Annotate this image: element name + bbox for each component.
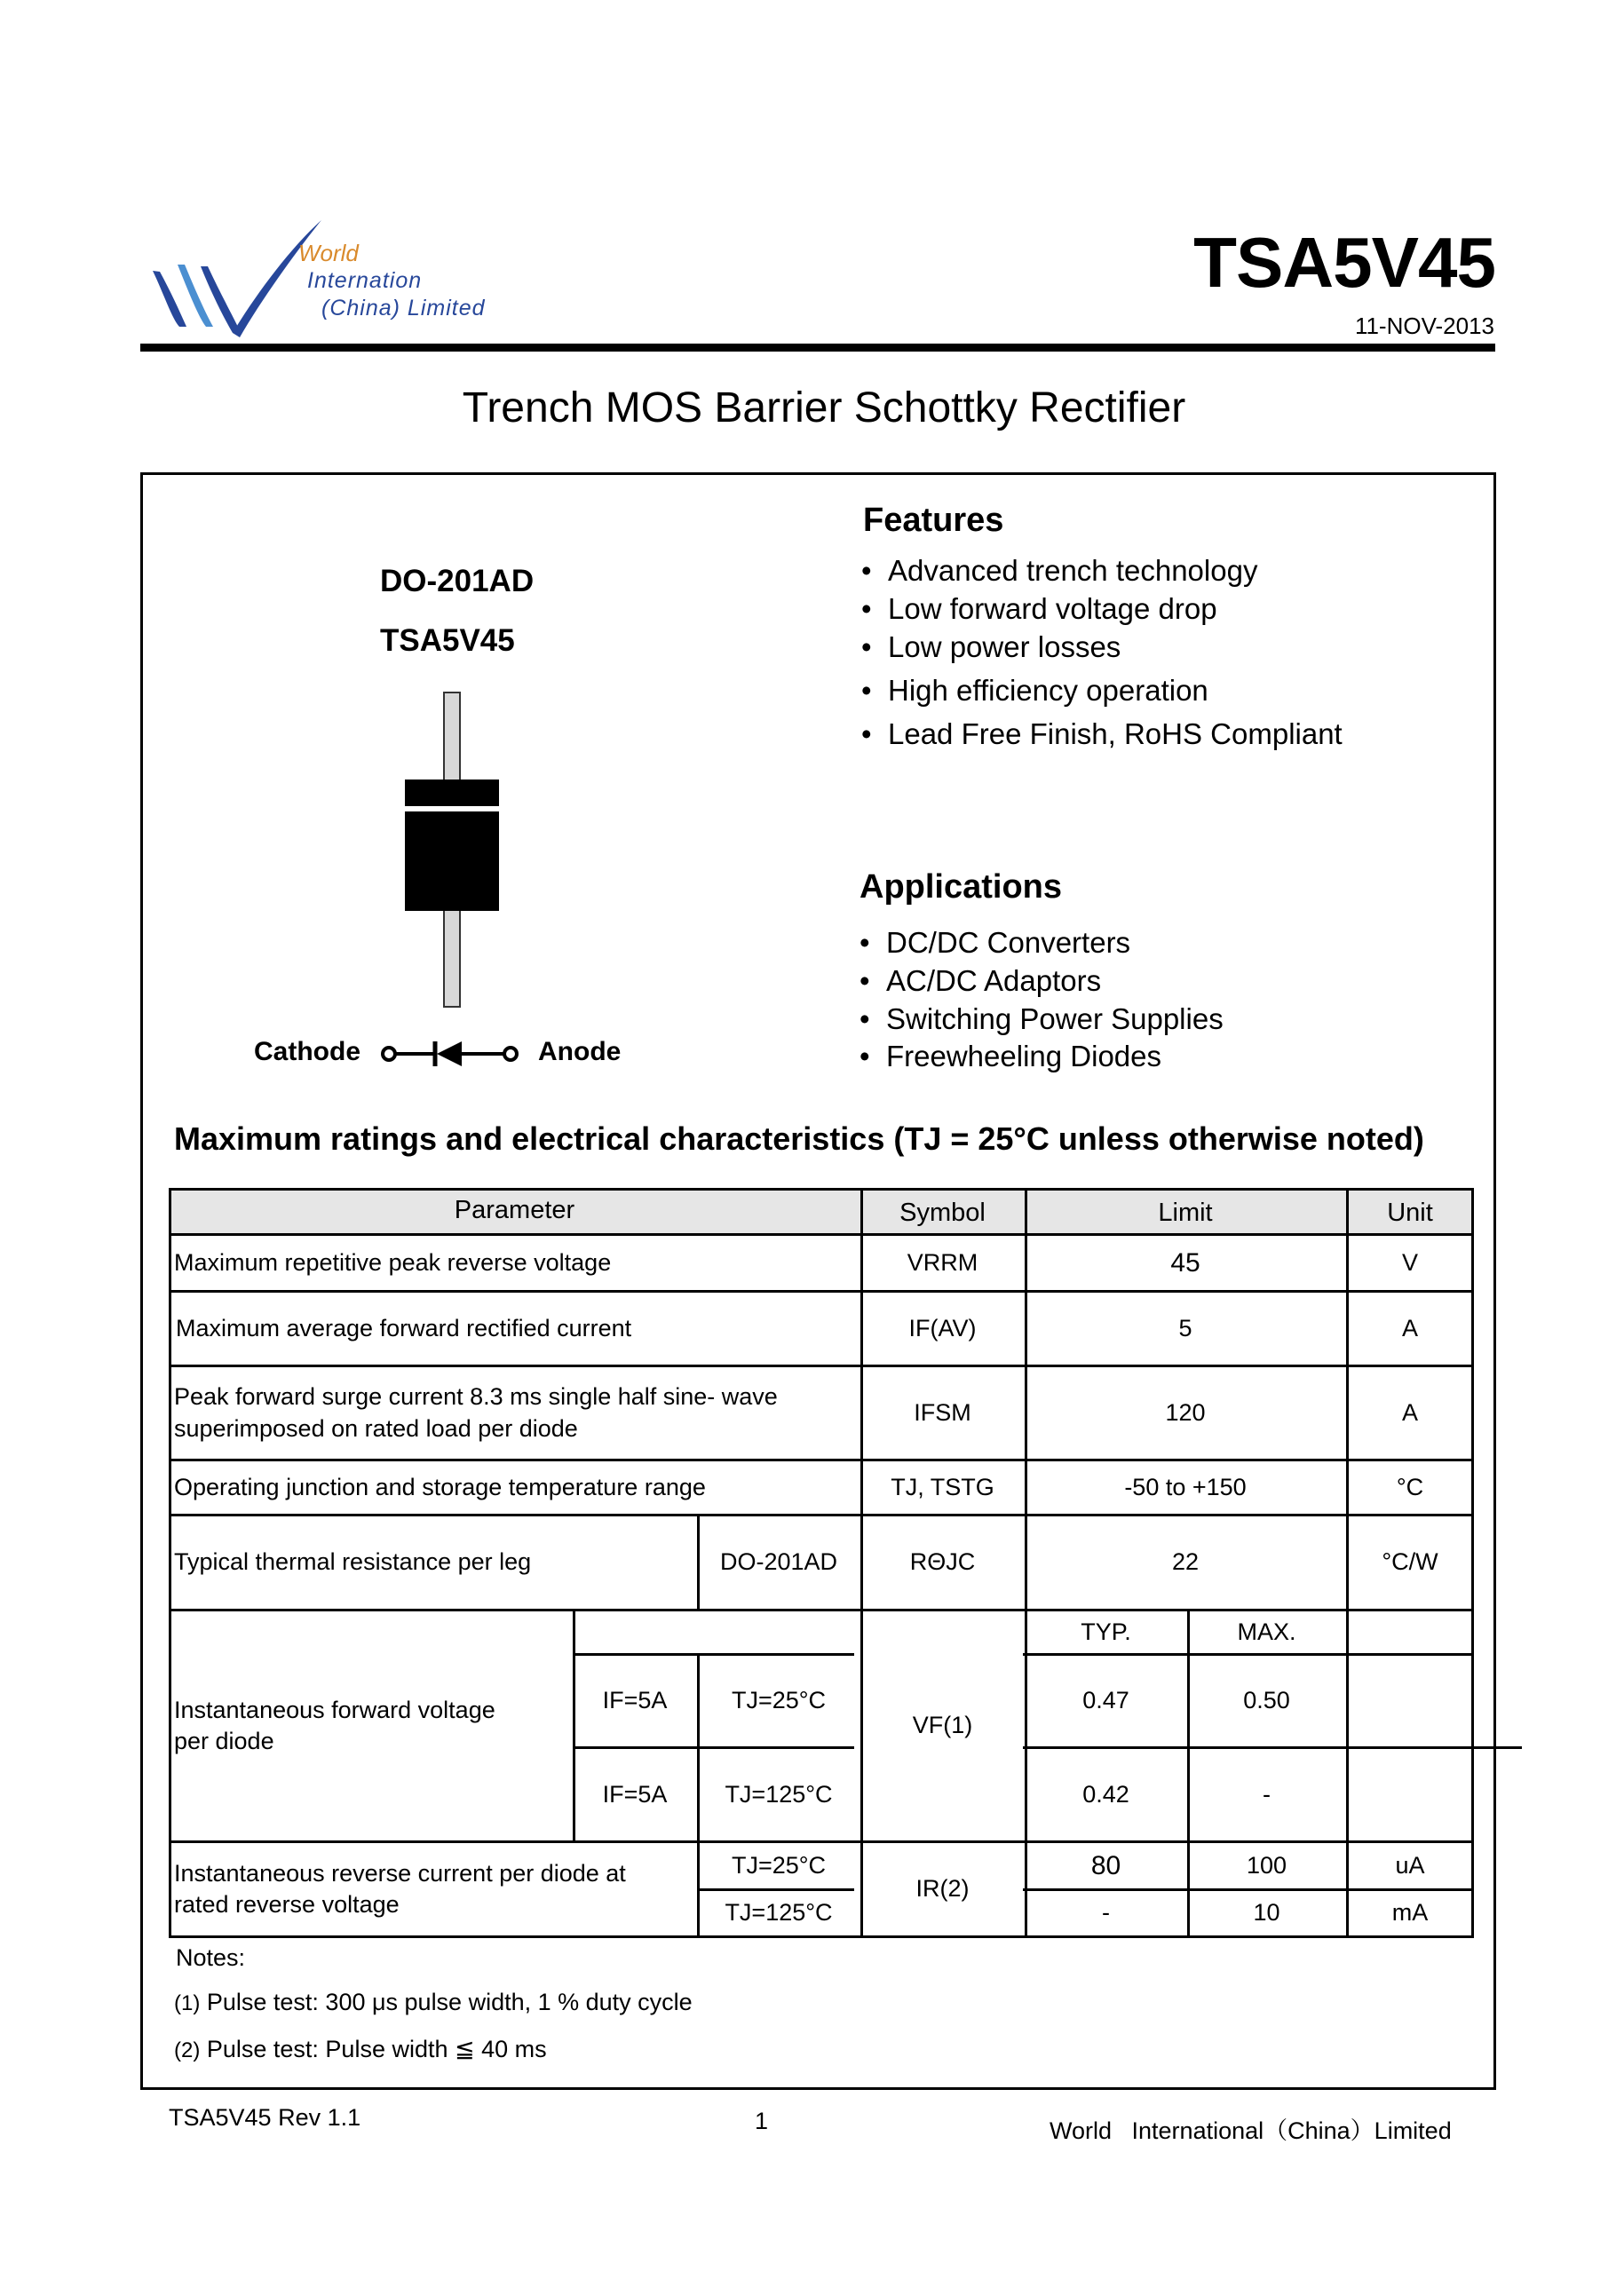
table-cell-unit-rth: °C/W [1382,1548,1438,1576]
table-cell-param-vf: Instantaneous forward voltage per diode [174,1696,495,1754]
table-cell-limit-ifav: 5 [1178,1314,1192,1341]
ratings-table [169,1188,1474,1938]
table-cell-max-header: MAX. [1237,1618,1296,1645]
footer-revision: TSA5V45 Rev 1.1 [169,2104,361,2131]
logo-mark-icon [147,213,334,346]
table-cell-symbol-ifav: IF(AV) [908,1314,977,1341]
table-cell-unit-vrrm: V [1401,1248,1418,1276]
application-item: • DC/DC Converters [860,926,1131,959]
table-cell-symbol-ir: IR(2) [915,1875,970,1903]
table-cell-symbol-vf: VF(1) [912,1712,973,1739]
logo-text-china-limited: (China) Limited [321,296,486,321]
table-line [169,1935,1474,1938]
table-cell-unit-ifav: A [1401,1314,1418,1341]
table-cell-ir-cond2-tj: TJ=125°C [725,1899,833,1927]
package-part: TSA5V45 [380,623,515,658]
features-heading: Features [863,502,1004,539]
table-cell-ir-cond1-unit: uA [1395,1851,1425,1879]
table-cell-ir-cond1-max: 100 [1246,1851,1287,1879]
footer-company: World International（China）Limited [1050,2117,1452,2144]
table-cell-ir-cond2-max: 10 [1253,1899,1280,1927]
table-cell-vf-cond2-typ: 0.42 [1082,1780,1129,1808]
table-cell-param-ifsm: Peak forward surge current 8.3 ms single half sine- wave superimposed on rated load per diode [174,1383,778,1442]
anode-label: Anode [538,1037,622,1066]
table-cell-ir-cond1-typ: 80 [1090,1851,1121,1880]
table-cell-limit-ifsm: 120 [1165,1398,1206,1426]
table-cell-ir-cond2-unit: mA [1391,1899,1429,1927]
document-date: 11-NOV-2013 [1354,313,1494,339]
logo-text-internation: Internation [307,268,423,293]
table-cell-param-rth: Typical thermal resistance per leg [174,1548,532,1576]
header-divider [140,344,1495,352]
table-cell-limit-tj: -50 to +150 [1124,1473,1247,1500]
ratings-title: Maximum ratings and electrical characteristics (TJ = 25°C unless otherwise noted) [174,1120,1424,1157]
table-cell-symbol-ifsm: IFSM [914,1398,971,1426]
note-2: (2) Pulse test: Pulse width ≦ 40 ms [174,2036,547,2062]
document-title: Trench MOS Barrier Schottky Rectifier [462,384,1186,431]
table-cell-vf-cond2-max: - [1263,1780,1271,1808]
table-cell-vf-cond2-if: IF=5A [602,1780,668,1808]
table-cell-ir-cond2-typ: - [1102,1899,1110,1927]
table-cell-param-tj: Operating junction and storage temperature range [174,1473,706,1500]
company-logo [147,213,520,346]
table-cell-typ-header: TYP. [1081,1618,1131,1645]
diode-symbol-icon [380,1036,522,1072]
applications-heading: Applications [860,868,1063,906]
table-cell-unit-tj: °C [1396,1473,1424,1500]
table-cell-vf-cond1-typ: 0.47 [1082,1687,1129,1714]
feature-item: • Low power losses [861,630,1121,663]
column-header-parameter: Parameter [454,1195,575,1224]
table-cell-limit-vrrm: 45 [1170,1248,1200,1278]
table-cell-symbol-vrrm: VRRM [907,1248,978,1276]
feature-item: • Lead Free Finish, RoHS Compliant [861,717,1343,750]
table-cell-vf-cond1-tj: TJ=25°C [731,1687,827,1714]
diode-package-icon [398,682,513,1010]
column-header-unit: Unit [1387,1198,1433,1227]
table-cell-vf-cond2-tj: TJ=125°C [725,1780,833,1808]
feature-item: • High efficiency operation [861,674,1208,707]
table-cell-param-ir: Instantaneous reverse current per diode at rated reverse voltage [174,1859,626,1918]
footer-page-number: 1 [755,2108,769,2134]
table-cell-package-rth: DO-201AD [719,1548,838,1576]
notes-heading: Notes: [176,1944,246,1971]
table-cell-ir-cond1-tj: TJ=25°C [731,1851,827,1879]
table-cell-vf-cond1-max: 0.50 [1243,1687,1290,1714]
feature-item: • Low forward voltage drop [861,592,1217,625]
feature-item: • Advanced trench technology [861,554,1258,587]
application-item: • AC/DC Adaptors [860,964,1102,997]
table-cell-unit-ifsm: A [1401,1398,1418,1426]
table-cell-vf-cond1-if: IF=5A [602,1687,668,1714]
note-1: (1) Pulse test: 300 μs pulse width, 1 % duty cycle [174,1989,693,2015]
column-header-limit: Limit [1158,1198,1213,1227]
logo-text-world: World [298,240,359,266]
table-cell-symbol-rth: RΘJC [909,1548,976,1576]
column-header-symbol: Symbol [899,1198,986,1227]
application-item: • Switching Power Supplies [860,1002,1224,1035]
cathode-label: Cathode [254,1037,360,1066]
package-name: DO-201AD [380,564,535,598]
application-item: • Freewheeling Diodes [860,1040,1162,1072]
table-cell-limit-rth: 22 [1171,1548,1200,1576]
table-cell-param-ifav: Maximum average forward rectified current [176,1314,632,1341]
table-cell-param-vrrm: Maximum repetitive peak reverse voltage [174,1248,612,1276]
part-number: TSA5V45 [1193,223,1495,302]
table-cell-symbol-tj: TJ, TSTG [891,1473,994,1500]
